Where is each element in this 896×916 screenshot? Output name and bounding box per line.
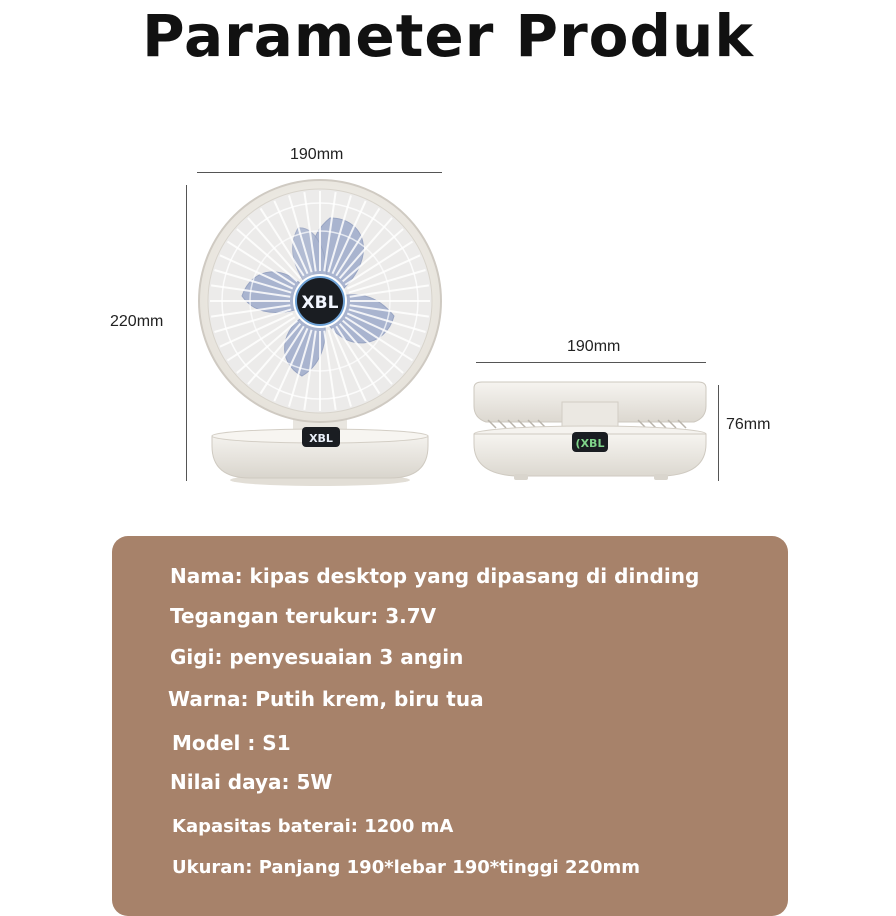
base-badge: XBL (309, 432, 333, 445)
folded-width-label: 190mm (567, 338, 621, 355)
spec-size: Ukuran: Panjang 190*lebar 190*tinggi 220mm (172, 857, 641, 878)
spec-voltage: Tegangan terukur: 3.7V (170, 604, 437, 628)
fan-folded-view (468, 378, 713, 488)
spec-model: Model : S1 (172, 731, 291, 755)
folded-height-label: 76mm (726, 416, 771, 433)
folded-height-line (718, 385, 719, 481)
page-title: Parameter Produk (142, 2, 754, 70)
fan-front-view (190, 178, 450, 488)
spec-panel (112, 536, 788, 916)
folded-badge: (XBL (575, 437, 605, 450)
spec-battery: Kapasitas baterai: 1200 mA (172, 816, 454, 837)
front-width-line (197, 172, 442, 173)
spec-gear: Gigi: penyesuaian 3 angin (170, 645, 464, 669)
fan-logo: XBL (301, 293, 339, 313)
front-width-label: 190mm (290, 146, 344, 163)
spec-color: Warna: Putih krem, biru tua (168, 687, 484, 711)
folded-width-line (476, 362, 706, 363)
spec-name: Nama: kipas desktop yang dipasang di dinding (170, 564, 700, 588)
front-height-label: 220mm (110, 313, 164, 330)
front-height-line (186, 185, 187, 481)
spec-power: Nilai daya: 5W (170, 770, 333, 794)
